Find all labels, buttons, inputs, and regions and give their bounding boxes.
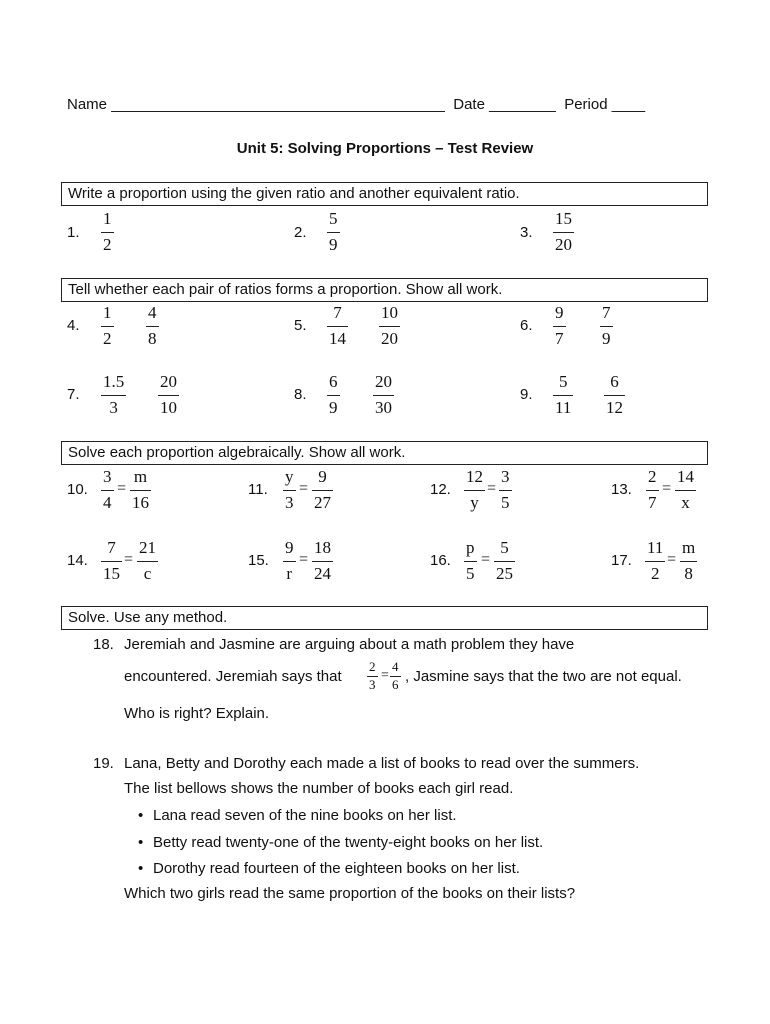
problem-14-ratio-b <box>137 538 158 584</box>
problem-5-ratio-a <box>327 303 348 349</box>
fraction-bar <box>327 232 340 233</box>
fraction-bar <box>327 395 340 396</box>
problem-9-number: 9. <box>520 386 533 403</box>
problem-4-ratio-a <box>101 303 114 349</box>
numerator: 5 <box>500 538 509 557</box>
fraction-bar <box>379 326 400 327</box>
denominator: 5 <box>466 564 475 583</box>
list-item: Lana read seven of the nine books on her list. <box>153 807 457 824</box>
fraction-bar <box>645 561 665 562</box>
numerator: 9 <box>318 467 327 486</box>
problem-3-number: 3. <box>520 224 533 241</box>
problem-10-ratio-a <box>101 467 114 513</box>
denominator: 8 <box>148 329 157 348</box>
numerator: 2 <box>369 659 376 674</box>
numerator: 7 <box>602 303 611 322</box>
denominator: 7 <box>648 493 657 512</box>
numerator: 12 <box>466 467 483 486</box>
fraction-bar <box>312 490 333 491</box>
period-line[interactable]: ____ <box>611 96 646 113</box>
denominator: 11 <box>555 398 572 417</box>
problem-13-ratio-a <box>646 467 659 513</box>
problem-9-ratio-a <box>553 372 573 418</box>
denominator: 27 <box>314 493 331 512</box>
question-18-number: 18. <box>93 636 114 653</box>
denominator: 5 <box>501 493 510 512</box>
numerator: 6 <box>329 372 338 391</box>
fraction-bar <box>464 490 485 491</box>
problem-4-ratio-b <box>146 303 159 349</box>
problem-2-number: 2. <box>294 224 307 241</box>
denominator: 25 <box>496 564 513 583</box>
name-row <box>67 96 645 114</box>
section1-instruction-box <box>61 182 708 206</box>
fraction-bar <box>101 326 114 327</box>
denominator: 3 <box>285 493 294 512</box>
problem-10-ratio-b <box>130 467 151 513</box>
problem-12-number: 12. <box>430 481 451 498</box>
numerator: 3 <box>501 467 510 486</box>
problem-12-ratio-b <box>499 467 512 513</box>
list-item: Betty read twenty-one of the twenty-eight books on her list. <box>153 834 544 851</box>
numerator: 6 <box>610 372 619 391</box>
numerator: 20 <box>375 372 392 391</box>
numerator: 1.5 <box>103 372 125 391</box>
fraction-bar <box>604 395 625 396</box>
bullet-icon: • <box>138 860 144 877</box>
problem-15-number: 15. <box>248 552 269 569</box>
fraction-bar <box>101 490 114 491</box>
denominator: x <box>681 493 690 512</box>
denominator: y <box>470 493 479 512</box>
section3-instruction: Solve each proportion algebraically. Show all work. <box>68 444 406 461</box>
fraction-bar <box>327 326 348 327</box>
equals-sign: = <box>299 551 309 568</box>
denominator: 6 <box>392 677 399 692</box>
list-item: Dorothy read fourteen of the eighteen books on her list. <box>153 860 520 877</box>
problem-15-ratio-a <box>283 538 296 584</box>
name-label: Name <box>67 96 108 113</box>
fraction-bar <box>553 232 574 233</box>
fraction-bar <box>146 326 159 327</box>
fraction-bar <box>553 395 573 396</box>
problem-4-number: 4. <box>67 317 80 334</box>
equals-sign: = <box>117 480 127 497</box>
numerator: 9 <box>555 303 564 322</box>
date-line[interactable]: ________ <box>489 96 556 113</box>
numerator: 21 <box>139 538 156 557</box>
problem-9-ratio-b <box>604 372 625 418</box>
denominator: 7 <box>555 329 564 348</box>
fraction-bar <box>137 561 158 562</box>
numerator: 14 <box>677 467 694 486</box>
denominator: 15 <box>103 564 120 583</box>
numerator: 7 <box>333 303 342 322</box>
numerator: 5 <box>558 372 568 391</box>
problem-8-number: 8. <box>294 386 307 403</box>
denominator: 20 <box>381 329 398 348</box>
problem-11-ratio-a <box>283 467 296 513</box>
problem-5-number: 5. <box>294 317 307 334</box>
question-18-line2-start: encountered. Jeremiah says that <box>124 668 342 685</box>
problem-5-ratio-b <box>379 303 400 349</box>
numerator: 18 <box>314 538 331 557</box>
problem-12-ratio-a <box>464 467 485 513</box>
section4-instruction-box <box>61 606 708 630</box>
section2-instruction: Tell whether each pair of ratios forms a proportion. Show all work. <box>68 281 503 298</box>
question-18-line1: Jeremiah and Jasmine are arguing about a math problem they have <box>124 636 575 653</box>
problem-8-ratio-b <box>373 372 394 418</box>
numerator: 4 <box>148 303 157 322</box>
question-19-line1: Lana, Betty and Dorothy each made a list of books to read over the summers. <box>124 755 640 772</box>
denominator: 24 <box>314 564 331 583</box>
fraction-bar <box>130 490 151 491</box>
equals-sign: = <box>299 480 309 497</box>
problem-11-number: 11. <box>248 481 268 498</box>
numerator: y <box>285 467 294 486</box>
denominator: 3 <box>109 398 118 417</box>
denominator: 2 <box>103 235 112 254</box>
fraction-bar <box>283 561 296 562</box>
numerator: 20 <box>160 372 177 391</box>
equals-sign: = <box>487 480 497 497</box>
fraction-bar <box>283 490 296 491</box>
fraction-bar <box>101 395 126 396</box>
problem-14-ratio-a <box>101 538 122 584</box>
problem-17-ratio-b <box>680 538 697 584</box>
problem-7-ratio-b <box>158 372 179 418</box>
denominator: 9 <box>329 398 338 417</box>
problem-15-ratio-b <box>312 538 333 584</box>
fraction-bar <box>553 326 566 327</box>
problem-11-ratio-b <box>312 467 333 513</box>
section3-instruction-box <box>61 441 708 465</box>
problem-13-number: 13. <box>611 481 632 498</box>
question-18-fraction-b <box>390 660 401 692</box>
denominator: 3 <box>369 677 376 692</box>
question-18-line3: Who is right? Explain. <box>124 705 270 722</box>
problem-2-fraction <box>327 209 340 255</box>
denominator: 10 <box>160 398 177 417</box>
fraction-bar <box>680 561 697 562</box>
fraction-bar <box>600 326 613 327</box>
numerator: 1 <box>103 303 112 322</box>
section1-instruction: Write a proportion using the given ratio and another equivalent ratio. <box>68 185 520 202</box>
fraction-bar <box>158 395 179 396</box>
numerator: 3 <box>103 467 112 486</box>
equals-sign: = <box>381 668 389 683</box>
problem-6-ratio-a <box>553 303 566 349</box>
denominator: 2 <box>650 564 660 583</box>
section4-instruction: Solve. Use any method. <box>68 609 228 626</box>
denominator: 8 <box>684 564 693 583</box>
problem-1-number: 1. <box>67 224 80 241</box>
problem-1-fraction <box>101 209 114 255</box>
period-label: Period <box>564 96 608 113</box>
numerator: 4 <box>392 659 399 674</box>
numerator: 7 <box>107 538 116 557</box>
fraction-bar <box>101 232 114 233</box>
denominator: 16 <box>132 493 149 512</box>
problem-7-ratio-a <box>101 372 126 418</box>
numerator: 10 <box>381 303 398 322</box>
numerator: 15 <box>555 209 572 228</box>
fraction-bar <box>101 561 122 562</box>
denominator: 9 <box>602 329 611 348</box>
numerator: m <box>133 467 148 486</box>
fraction-bar <box>646 490 659 491</box>
denominator: 30 <box>375 398 392 417</box>
question-18-line2-end: , Jasmine says that the two are not equal. <box>405 668 682 685</box>
question-19-line2: The list bellows shows the number of books each girl read. <box>124 780 514 797</box>
numerator: m <box>682 538 696 557</box>
equals-sign: = <box>124 551 134 568</box>
fraction-bar <box>464 561 477 562</box>
fraction-bar <box>499 490 512 491</box>
bullet-icon: • <box>138 834 144 851</box>
problem-7-number: 7. <box>67 386 80 403</box>
question-19-prompt: Which two girls read the same proportion of the books on their lists? <box>124 885 576 902</box>
equals-sign: = <box>667 551 677 568</box>
denominator: c <box>143 564 152 583</box>
section2-instruction-box <box>61 278 708 302</box>
denominator: r <box>286 564 293 583</box>
denominator: 12 <box>606 398 623 417</box>
problem-13-ratio-b <box>675 467 696 513</box>
fraction-bar <box>494 561 515 562</box>
problem-3-fraction <box>553 209 574 255</box>
denominator: 9 <box>329 235 338 254</box>
question-18-fraction-a <box>367 660 378 692</box>
numerator: 9 <box>285 538 294 557</box>
denominator: 20 <box>555 235 572 254</box>
fraction-bar <box>312 561 333 562</box>
question-19-number: 19. <box>93 755 114 772</box>
denominator: 2 <box>103 329 112 348</box>
problem-16-ratio-b <box>494 538 515 584</box>
numerator: 2 <box>648 467 657 486</box>
numerator: 5 <box>329 209 338 228</box>
problem-10-number: 10. <box>67 481 88 498</box>
problem-6-ratio-b <box>600 303 613 349</box>
date-label: Date <box>453 96 485 113</box>
problem-14-number: 14. <box>67 552 88 569</box>
problem-6-number: 6. <box>520 317 533 334</box>
equals-sign: = <box>481 551 491 568</box>
denominator: 14 <box>329 329 346 348</box>
problem-16-number: 16. <box>430 552 451 569</box>
problem-16-ratio-a <box>464 538 477 584</box>
fraction-bar <box>675 490 696 491</box>
numerator: p <box>466 538 475 557</box>
name-line[interactable]: ________________________________________ <box>111 96 445 113</box>
denominator: 4 <box>103 493 112 512</box>
fraction-bar <box>373 395 394 396</box>
numerator: 1 <box>103 209 112 228</box>
numerator: 11 <box>647 538 664 557</box>
equals-sign: = <box>662 480 672 497</box>
bullet-icon: • <box>138 807 144 824</box>
page-title: Unit 5: Solving Proportions – Test Review <box>236 140 534 157</box>
problem-8-ratio-a <box>327 372 340 418</box>
problem-17-number: 17. <box>611 552 632 569</box>
problem-17-ratio-a <box>645 538 665 584</box>
